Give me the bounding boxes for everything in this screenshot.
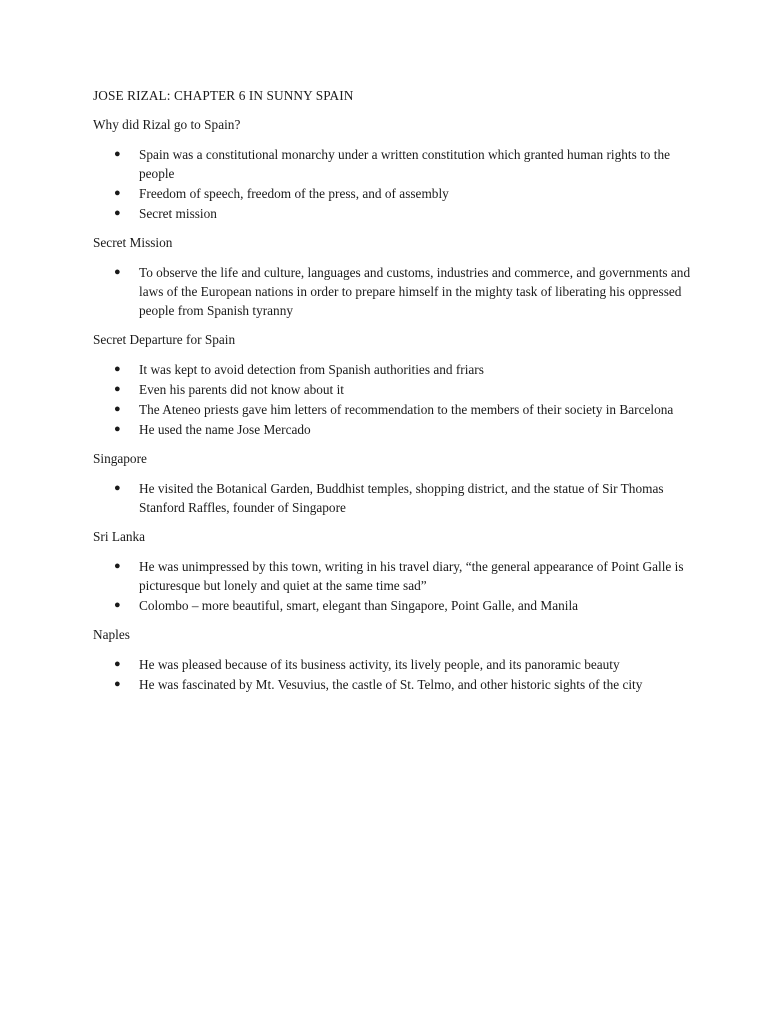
- bullet-dot-icon: ●: [114, 148, 121, 160]
- bullet-text: Colombo – more beautiful, smart, elegant than Singapore, Point Galle, and Manila: [139, 598, 579, 613]
- bullet-item: [93, 557, 693, 595]
- bullet-dot-icon: ●: [114, 599, 121, 611]
- bullet-text: Spain was a constitutional monarchy under a written constitution which granted human rights to the people: [139, 147, 671, 181]
- section-heading: Singapore: [93, 451, 147, 466]
- bullet-dot-icon: ●: [114, 207, 121, 219]
- bullet-list: [93, 263, 693, 320]
- bullet-item: [93, 400, 693, 419]
- bullet-item: [93, 380, 693, 399]
- bullet-item: [93, 655, 693, 674]
- bullet-dot-icon: ●: [114, 658, 121, 670]
- bullet-item: [93, 479, 693, 517]
- bullet-text: Even his parents did not know about it: [139, 382, 344, 397]
- bullet-text: The Ateneo priests gave him letters of recommendation to the members of their society in Barcelona: [139, 402, 674, 417]
- section-naples: [93, 625, 693, 694]
- bullet-item: [93, 184, 693, 203]
- bullet-text: To observe the life and culture, languages and customs, industries and commerce, and governments and laws of the European nations in order to prepare himself in the mighty task of liberating his oppressed people from Spanish tyranny: [139, 265, 691, 318]
- bullet-dot-icon: ●: [114, 266, 121, 278]
- section-secret-departure: [93, 330, 693, 439]
- bullet-list: [93, 557, 693, 615]
- bullet-text: He was pleased because of its business activity, its lively people, and its panoramic beauty: [139, 657, 620, 672]
- section-heading: Sri Lanka: [93, 529, 146, 544]
- bullet-text: Freedom of speech, freedom of the press, and of assembly: [139, 186, 449, 201]
- bullet-item: [93, 263, 693, 320]
- bullet-item: [93, 145, 693, 183]
- bullet-dot-icon: ●: [114, 383, 121, 395]
- bullet-dot-icon: ●: [114, 482, 121, 494]
- bullet-text: He used the name Jose Mercado: [139, 422, 311, 437]
- section-why-spain: [93, 115, 693, 223]
- bullet-item: [93, 675, 693, 694]
- bullet-text: He visited the Botanical Garden, Buddhist temples, shopping district, and the statue of Sir Thomas Stanford Raffles, founder of Singapore: [139, 481, 664, 515]
- bullet-item: [93, 420, 693, 439]
- bullet-list: [93, 360, 693, 439]
- bullet-dot-icon: ●: [114, 678, 121, 690]
- section-heading: Why did Rizal go to Spain?: [93, 117, 241, 132]
- section-singapore: [93, 449, 693, 517]
- bullet-list: [93, 479, 693, 517]
- bullet-list: [93, 655, 693, 694]
- bullet-dot-icon: ●: [114, 187, 121, 199]
- section-heading: Naples: [93, 627, 130, 642]
- bullet-item: [93, 204, 693, 223]
- bullet-text: He was fascinated by Mt. Vesuvius, the castle of St. Telmo, and other historic sights of the city: [139, 677, 643, 692]
- bullet-item: [93, 360, 693, 379]
- bullet-text: He was unimpressed by this town, writing in his travel diary, “the general appearance of Point Galle is picturesque but lonely and quiet at the same time sad”: [139, 559, 684, 593]
- section-heading: Secret Departure for Spain: [93, 332, 236, 347]
- bullet-text: It was kept to avoid detection from Spanish authorities and friars: [139, 362, 484, 377]
- bullet-dot-icon: ●: [114, 403, 121, 415]
- bullet-text: Secret mission: [139, 206, 217, 221]
- section-secret-mission: [93, 233, 693, 320]
- document-page: [93, 86, 693, 704]
- section-sri-lanka: [93, 527, 693, 615]
- section-heading: Secret Mission: [93, 235, 173, 250]
- document-title: JOSE RIZAL: CHAPTER 6 IN SUNNY SPAIN: [93, 88, 354, 103]
- bullet-dot-icon: ●: [114, 560, 121, 572]
- bullet-list: [93, 145, 693, 223]
- bullet-dot-icon: ●: [114, 423, 121, 435]
- bullet-dot-icon: ●: [114, 363, 121, 375]
- bullet-item: [93, 596, 693, 615]
